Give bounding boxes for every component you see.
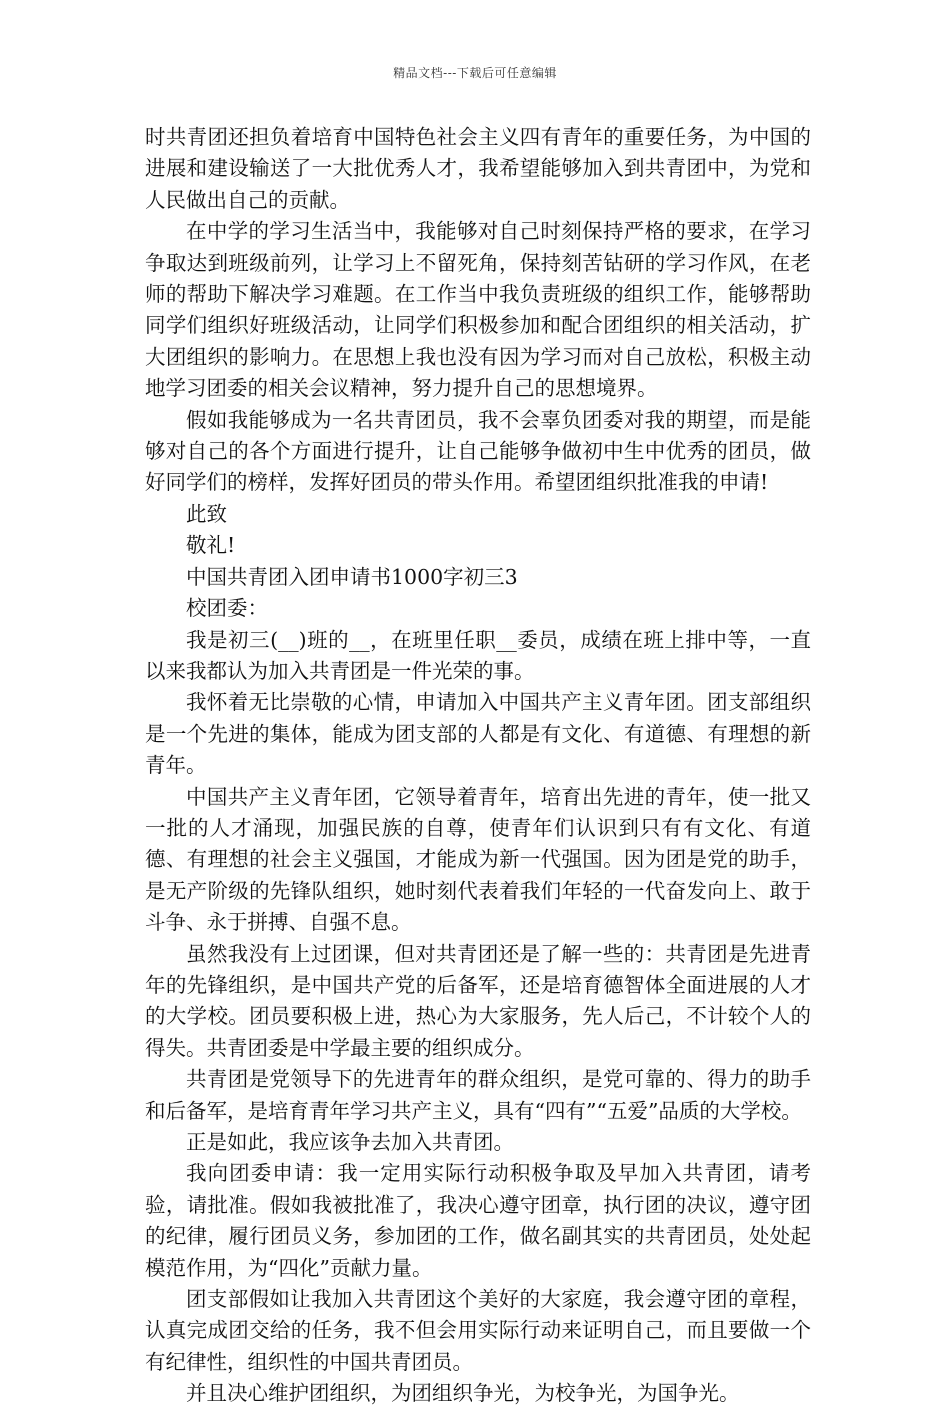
- document-body: [145, 122, 811, 1410]
- paragraph-13: 正是如此，我应该争去加入共青团。: [186, 1130, 514, 1154]
- paragraph-14: 我向团委申请：我一定用实际行动积极争取及早加入共青团，请考验，请批准。假如我被批准了，我决心遵守团章，执行团的决议，遵守团的纪律，履行团员义务，参加团的工作，做名副其实的共青团员，处处起模范作用，为“四化”贡献力量。: [145, 1161, 811, 1280]
- paragraph-3: 假如我能够成为一名共青团员，我不会辜负团委对我的期望，而是能够对自己的各个方面进行提升，让自己能够争做初中生中优秀的团员，做好同学们的榜样，发挥好团员的带头作用。希望团组织批准我的申请!: [145, 407, 811, 495]
- paragraph-11: 虽然我没有上过团课，但对共青团还是了解一些的：共青团是先进青年的先锋组织，是中国共产党的后备军，还是培育德智体全面进展的人才的大学校。团员要积极上进，热心为大家服务，先人后己，不计较个人的得失。共青团委是中学最主要的组织成分。: [145, 941, 811, 1060]
- paragraph-1: 时共青团还担负着培育中国特色社会主义四有青年的重要任务，为中国的进展和建设输送了一大批优秀人才，我希望能够加入到共青团中，为党和人民做出自己的贡献。: [145, 125, 811, 212]
- closing-salutation: 此致: [186, 501, 227, 526]
- paragraph-8: 我是初三(__)班的__，在班里任职__委员，成绩在班上排中等，一直以来我都认为加入共青团是一件光荣的事。: [145, 627, 811, 683]
- addressee: 校团委：: [186, 596, 268, 621]
- page-header: 精品文档---下载后可任意编辑: [393, 66, 557, 80]
- section-title: 中国共青团入团申请书1000字初三3: [186, 564, 518, 589]
- paragraph-2: 在中学的学习生活当中，我能够对自己时刻保持严格的要求，在学习争取达到班级前列，让学习上不留死角，保持刻苦钻研的学习作风，在老师的帮助下解决学习难题。在工作当中我负责班级的组织工作，能够帮助同学们组织好班级活动，让同学们积极参加和配合团组织的相关活动，扩大团组织的影响力。在思想上我也没有因为学习而对自己放松，积极主动地学习团委的相关会议精神，努力提升自己的思想境界。: [145, 219, 811, 401]
- paragraph-15: 团支部假如让我加入共青团这个美好的大家庭，我会遵守团的章程，认真完成团交给的任务，我不但会用实际行动来证明自己，而且要做一个有纪律性，组织性的中国共青团员。: [145, 1287, 811, 1374]
- paragraph-12: 共青团是党领导下的先进青年的群众组织，是党可靠的、得力的助手和后备军，是培育青年学习共产主义，具有“四有”“五爱”品质的大学校。: [145, 1067, 811, 1123]
- paragraph-16: 并且决心维护团组织，为团组织争光，为校争光，为国争光。: [186, 1381, 740, 1406]
- paragraph-9: 我怀着无比崇敬的心情，申请加入中国共产主义青年团。团支部组织是一个先进的集体，能成为团支部的人都是有文化、有道德、有理想的新青年。: [145, 690, 811, 778]
- paragraph-10: 中国共产主义青年团，它领导着青年，培育出先进的青年，使一批又一批的人才涌现，加强民族的自尊，使青年们认识到只有有文化、有道德、有理想的社会主义强国，才能成为新一代强国。因为团是党的助手，是无产阶级的先锋队组织，她时刻代表着我们年轻的一代奋发向上、敢于斗争、永于拼搏、自强不息。: [145, 784, 811, 935]
- closing-respect: 敬礼!: [186, 533, 236, 558]
